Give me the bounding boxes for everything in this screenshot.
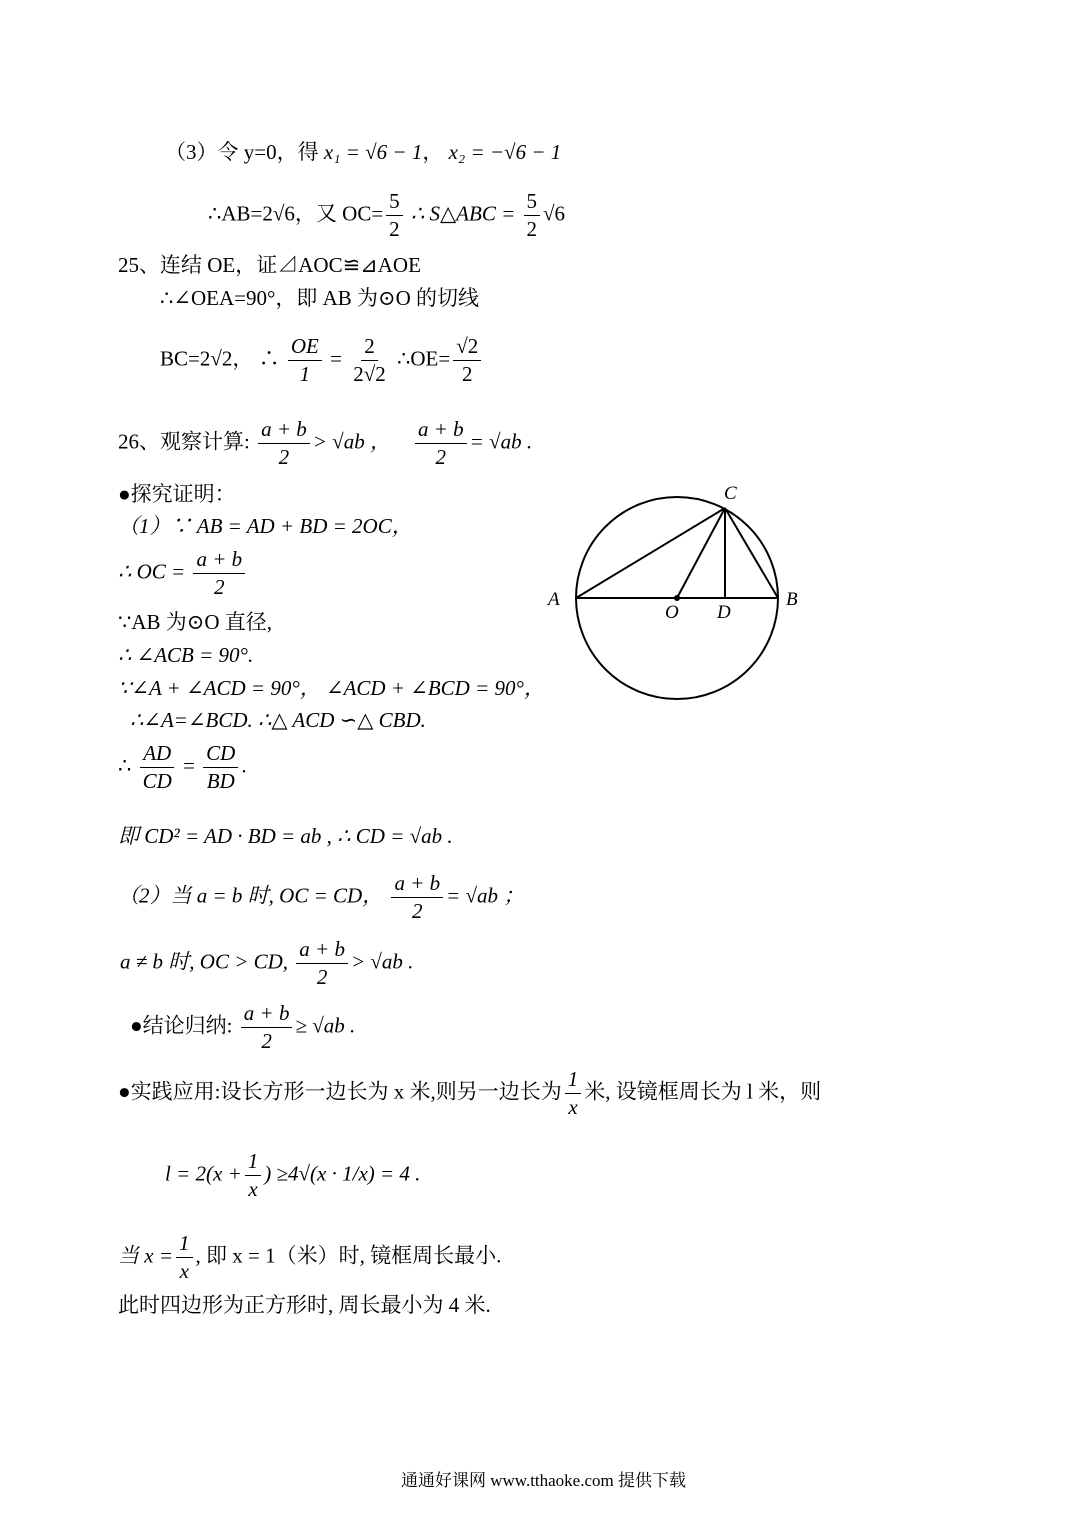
conclusion-fraction: $\frac{a + b}{2}$ bbox=[241, 1002, 293, 1053]
q25-line2: ∴∠OEA=90°，即 AB 为⊙O 的切线 bbox=[160, 286, 480, 310]
label-d: D bbox=[717, 602, 731, 623]
application-post: 米, 设镜框周长为 l 米，则 bbox=[584, 1079, 822, 1104]
minimum-line bbox=[118, 1232, 501, 1283]
proof-line-4: ∴ ∠ACB = 90°. bbox=[118, 643, 254, 667]
proof-line-5: ∵∠A + ∠ACD = 90°， ∠ACD + ∠BCD = 90°， bbox=[118, 676, 545, 700]
bc-length: BC=2√2， bbox=[160, 346, 254, 371]
ineq1-fraction: $\frac{a + b}{2}$ bbox=[258, 418, 310, 469]
conclusion-rel: ≥ √ab . bbox=[295, 1013, 356, 1038]
proof-line-3: ∵AB 为⊙O 直径, bbox=[118, 610, 273, 634]
case-equal-pre: （2）当 a = b 时, OC = CD， bbox=[118, 883, 384, 908]
minimum-pre: 当 x = bbox=[118, 1243, 173, 1268]
label-b: B bbox=[786, 589, 798, 610]
application-line bbox=[118, 1068, 821, 1119]
label-a: A bbox=[548, 589, 560, 610]
ab-length: ∴AB=2√6 bbox=[208, 201, 295, 226]
ratio-ad-cd: $\frac{AD}{CD}$ bbox=[140, 742, 175, 793]
oc-fraction: $\frac{5}{2}$ bbox=[386, 190, 403, 241]
area-label: ∴ S△ABC = bbox=[410, 201, 516, 226]
area-tail: √6 bbox=[543, 201, 566, 226]
proof-line-2 bbox=[118, 548, 248, 599]
case-equal-line bbox=[118, 872, 524, 923]
chord-cb bbox=[725, 508, 778, 598]
oe-label: ∴OE= bbox=[397, 346, 451, 371]
eq1-rel: = √ab . bbox=[469, 429, 533, 454]
label-c: C bbox=[724, 483, 737, 504]
case-unequal-pre: a ≠ b 时, OC > CD, bbox=[120, 949, 289, 974]
final-line: 此时四边形为正方形时, 周长最小为 4 米. bbox=[118, 1293, 491, 1317]
case-unequal-fraction: $\frac{a + b}{2}$ bbox=[296, 938, 348, 989]
q24-part3-line2 bbox=[208, 190, 565, 241]
perimeter-line bbox=[165, 1150, 420, 1201]
root-x1: x₁ = √6 − 1 bbox=[323, 140, 423, 164]
perimeter-fraction: $\frac{1}{x}$ bbox=[245, 1150, 262, 1201]
oc-eq-label: ∴ OC = bbox=[118, 559, 186, 584]
case-equal-rel: = √ab ； bbox=[446, 883, 525, 908]
ratio-cd-bd: $\frac{CD}{BD}$ bbox=[203, 742, 238, 793]
q25-line3: BC=2√2， ∴ $\frac{OE}{1}$ = $\frac{2}{2√2}$ ∴OE= $\frac{√2}{2}$ bbox=[160, 335, 484, 386]
oc-label: ，又 OC= bbox=[294, 201, 384, 226]
oe-ratio-right: $\frac{2}{2√2}$ bbox=[353, 334, 386, 387]
proof-line-6: ∴∠A=∠BCD. ∴△ ACD ∽△ CBD. bbox=[130, 708, 426, 732]
ineq1-rel: > √ab ， bbox=[312, 429, 391, 454]
case-unequal-rel: > √ab . bbox=[350, 949, 414, 974]
root-x2: x₂ = −√6 − 1 bbox=[448, 140, 562, 164]
application-fraction: $\frac{1}{x}$ bbox=[565, 1068, 582, 1119]
perimeter-post: ) ≥4√(x · 1/x) = 4 . bbox=[264, 1161, 421, 1186]
minimum-fraction: $\frac{1}{x}$ bbox=[176, 1232, 193, 1283]
q26-intro: 26、观察计算: bbox=[118, 429, 250, 454]
minimum-post: , 即 x = 1（米）时, 镜框周长最小. bbox=[195, 1243, 502, 1268]
footer: 通通好课网 www.tthaoke.com 提供下载 bbox=[400, 1471, 687, 1490]
q25-line1: 25、连结 OE，证⊿AOC≌⊿AOE bbox=[118, 253, 421, 277]
explore-heading: ●探究证明： bbox=[118, 482, 236, 506]
application-pre: ●实践应用:设长方形一边长为 x 米,则另一边长为 bbox=[118, 1079, 562, 1104]
area-fraction: $\frac{5}{2}$ bbox=[524, 190, 541, 241]
conclusion-label: ●结论归纳: bbox=[130, 1013, 233, 1038]
q24-intro: （3）令 y=0，得 bbox=[165, 140, 324, 164]
label-o: O bbox=[665, 602, 679, 623]
case-unequal-line bbox=[120, 938, 413, 989]
oc-fraction-2: $\frac{a + b}{2}$ bbox=[193, 548, 245, 599]
proof-line-8: 即 CD² = AD · BD = ab , ∴ CD = √ab . bbox=[118, 824, 453, 848]
q24-part3-line1: （3）令 y=0，得 x₁ = √6 − 1， x₂ = −√6 − 1 bbox=[165, 140, 562, 164]
eq1-fraction: $\frac{a + b}{2}$ bbox=[415, 418, 467, 469]
proof-line-1: （1）∵ AB = AD + BD = 2OC， bbox=[118, 514, 413, 538]
circle-figure bbox=[540, 480, 830, 705]
conclusion-line bbox=[130, 1002, 355, 1053]
q26-intro-line bbox=[118, 418, 532, 469]
case-equal-fraction: $\frac{a + b}{2}$ bbox=[391, 872, 443, 923]
oe-ratio-left: $\frac{OE}{1}$ bbox=[288, 335, 322, 386]
chord-ac bbox=[576, 508, 725, 598]
proof-line-7: ∴ $\frac{AD}{CD}$ = $\frac{CD}{BD}$ . bbox=[118, 741, 247, 794]
oe-value: $\frac{√2}{2}$ bbox=[453, 335, 481, 386]
center-point bbox=[674, 595, 680, 601]
perimeter-pre: l = 2(x + bbox=[165, 1161, 242, 1186]
